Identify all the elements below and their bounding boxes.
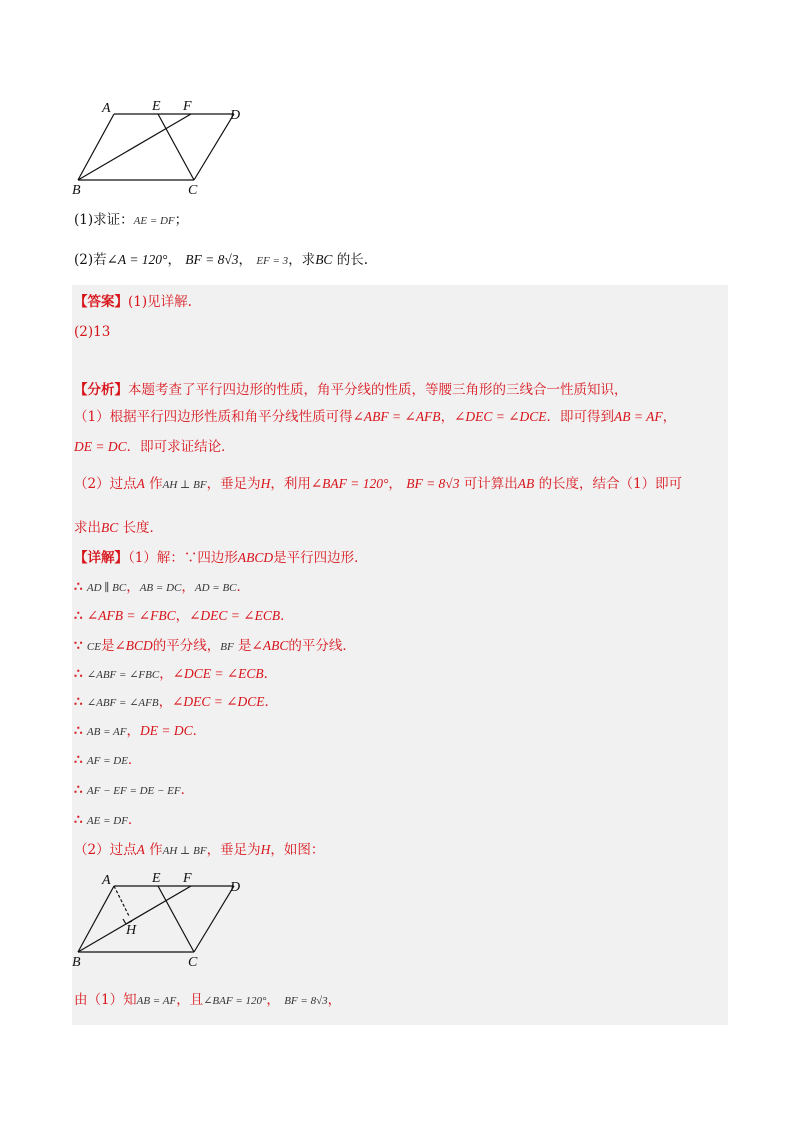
answer-line-2: (2)13 [74,324,111,340]
label-C: C [188,183,198,196]
detail-line-8: ∴ AF = DE． [74,752,142,768]
analysis-line-1: （1）根据平行四边形性质和角平分线性质可得∠ABF = ∠AFB，∠DEC = ∠DCE．即可得到AB = AF， [74,409,677,425]
label-H: H [126,923,137,938]
detail-line-4: ∵ CE是∠BCD的平分线，BF 是∠ABC的平分线． [74,638,356,654]
analysis-line-4: 求出BC 长度． [74,520,164,536]
question-part-2: (2)若∠A = 120°， BF = 8√3， EF = 3，求BC 的长. [74,252,369,268]
detail-line-12: 由（1）知AB = AF，且∠BAF = 120°， BF = 8√3， [74,992,342,1008]
answer-line-1: 【答案】(1)见详解. [74,294,192,310]
label-E: E [152,871,161,886]
label-A: A [102,101,111,116]
analysis-line-3: （2）过点A 作AH ⊥ BF，垂足为H，利用∠BAF = 120°， BF = 8√3 可计算出AB 的长度，结合（1）即可 [74,476,683,492]
label-F: F [183,871,192,886]
label-C: C [188,955,198,968]
detail-line-1: 【详解】（1）解：∵四边形ABCD是平行四边形． [74,550,368,566]
detail-line-5: ∴ ∠ABF = ∠FBC，∠DCE = ∠ECB． [74,666,278,682]
figure-parallelogram-2 [70,868,250,968]
question-part-1: (1)求证：AE = DF； [74,212,189,228]
analysis-line-2: DE = DC．即可求证结论． [74,439,235,455]
detail-line-10: ∴ AE = DF． [74,812,142,828]
label-D: D [230,108,241,123]
label-E: E [152,99,161,114]
label-D: D [230,880,241,895]
detail-line-9: ∴ AF − EF = DE − EF． [74,782,195,798]
detail-line-6: ∴ ∠ABF = ∠AFB，∠DEC = ∠DCE． [74,694,279,710]
label-A: A [102,873,111,888]
detail-line-7: ∴ AB = AF，DE = DC． [74,723,207,739]
label-B: B [72,955,81,968]
label-F: F [183,99,192,114]
detail-line-3: ∴ ∠AFB = ∠FBC，∠DEC = ∠ECB． [74,608,294,624]
figure-parallelogram-1 [70,96,250,196]
answer-tag: 【答案】 [74,294,128,310]
detail-line-11: （2）过点A 作AH ⊥ BF，垂足为H，如图： [74,842,325,858]
label-B: B [72,183,81,196]
analysis-tag: 【分析】 [74,382,128,398]
analysis-intro: 【分析】本题考查了平行四边形的性质，角平分线的性质，等腰三角形的三线合一性质知识， [74,382,628,398]
detail-tag: 【详解】 [74,550,128,566]
detail-line-2: ∴ AD ∥ BC，AB = DC，AD = BC． [74,579,251,595]
